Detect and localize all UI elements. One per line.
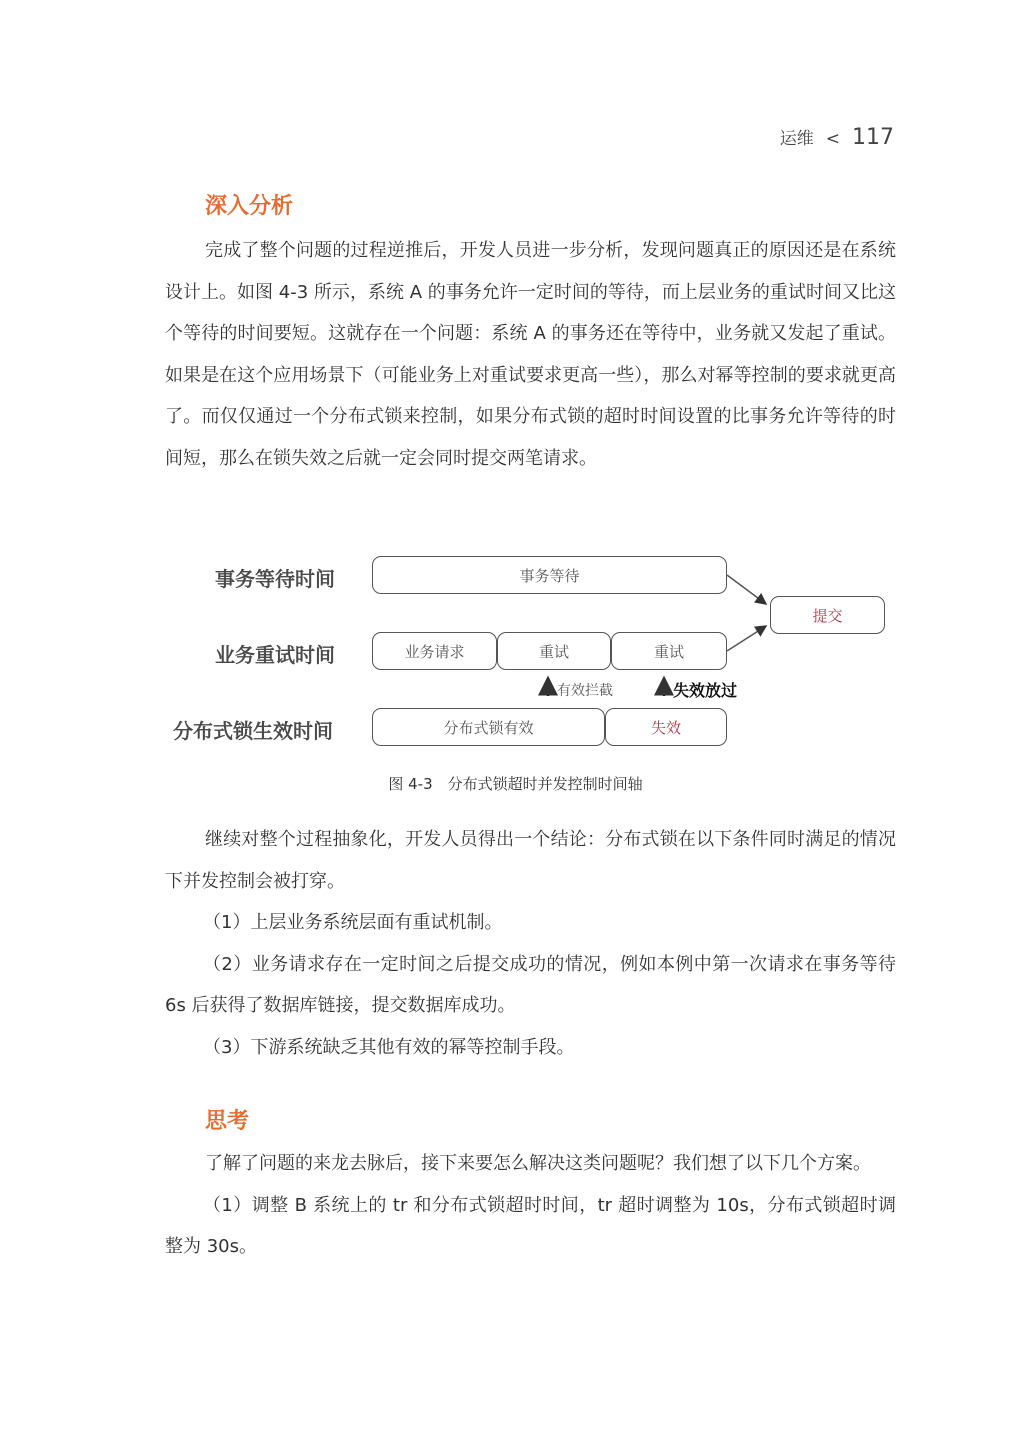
analysis-paragraph: [165, 230, 896, 479]
retry-to-commit-arrow: [727, 626, 766, 651]
row-label-retry: 业务重试时间: [215, 643, 335, 667]
lock-invalid-box: 失效: [605, 708, 727, 746]
wait-to-commit-arrow: [727, 575, 766, 604]
conclusion-item-3: （3）下游系统缺乏其他有效的幂等控制手段。: [203, 1036, 575, 1058]
analysis-text: 完成了整个问题的过程逆推后，开发人员进一步分析，发现问题真正的原因还是在系统设计上。如图 4-3 所示，系统 A 的事务允许一定时间的等待，而上层业务的重试时间又比这个等待的时间要短。这就存在一个问题：系统 A 的事务还在等待中，业务就又发起了重试。如果是在这个应用场景下（可能业务上对重试要求更高一些），那么对幂等控制的要求就更高了。而仅仅通过一个分布式锁来控制，如果分布式锁的超时时间设置的比事务允许等待的时间短，那么在锁失效之后就一定会同时提交两笔请求。: [165, 240, 896, 469]
retry-box-2: 重试: [611, 632, 727, 670]
arrow-label-effective: 有效拦截: [557, 683, 613, 699]
figure-caption: 图 4-3 分布式锁超时并发控制时间轴: [388, 775, 643, 793]
commit-box: 提交: [770, 596, 885, 634]
section-title-analysis: 深入分析: [205, 194, 294, 219]
conclusion-item-2: （2）业务请求存在一定时间之后提交成功的情况，例如本例中第一次请求在事务等待 6s 后获得了数据库链接，提交数据库成功。: [165, 953, 896, 1016]
conclusion-item-1: （1）上层业务系统层面有重试机制。: [203, 912, 503, 933]
thinking-paragraph: 了解了问题的来龙去脉后，接下来要怎么解决这类问题呢？我们想了以下几个方案。: [205, 1153, 871, 1174]
figure-4-3-diagram: [160, 548, 900, 758]
conclusion-block: [165, 819, 896, 1068]
header-separator: <: [825, 129, 840, 149]
running-header: [780, 124, 894, 150]
conclusion-intro: 继续对整个过程抽象化，开发人员得出一个结论：分布式锁在以下条件同时满足的情况下并发控制会被打穿。: [165, 829, 896, 892]
retry-box-1: 重试: [497, 632, 611, 670]
lock-valid-box: 分布式锁有效: [372, 708, 605, 746]
page-number: 117: [852, 125, 894, 150]
row-label-wait: 事务等待时间: [215, 567, 335, 591]
thinking-block: [165, 1143, 896, 1268]
request-box: 业务请求: [372, 632, 497, 670]
thinking-item-1: （1）调整 B 系统上的 tr 和分布式锁超时时间，tr 超时调整为 10s，分布式锁超时调整为 30s。: [165, 1194, 896, 1257]
section-title-thinking: 思考: [205, 1109, 250, 1134]
header-section: 运维: [779, 129, 814, 149]
wait-box: 事务等待: [372, 556, 727, 594]
arrow-label-pass: 失效放过: [673, 681, 738, 700]
row-label-lock: 分布式锁生效时间: [173, 719, 333, 743]
diagram-arrows: [160, 548, 900, 758]
